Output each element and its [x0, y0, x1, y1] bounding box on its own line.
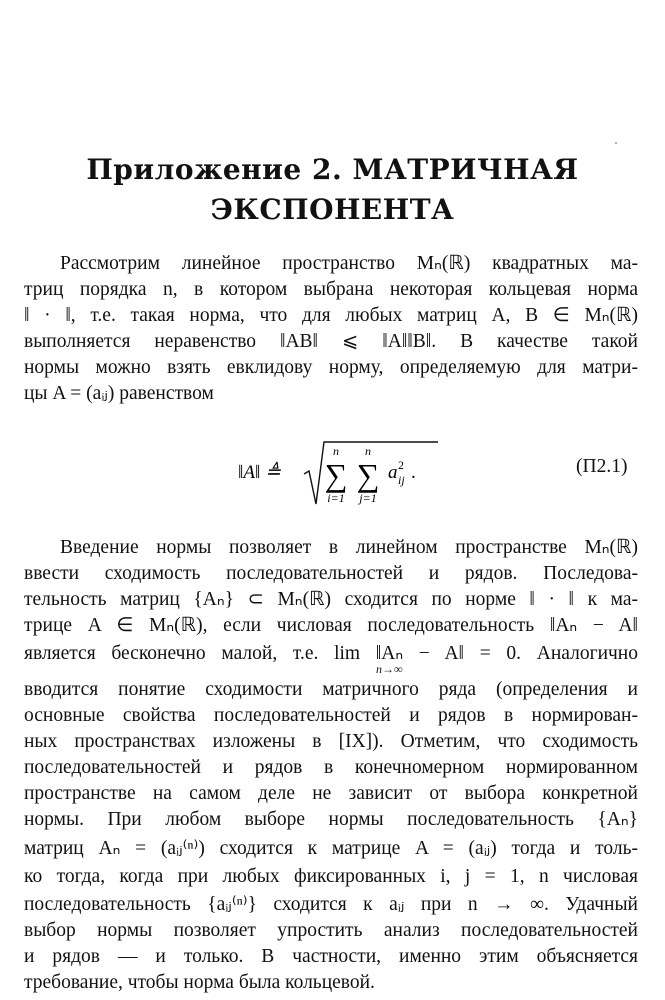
- speck-mark: [615, 142, 617, 144]
- text-line: ‖ · ‖, т.е. такая норма, что для любых матриц A, B ∈ Mₙ(ℝ): [24, 305, 638, 326]
- text-line: ко тогда, когда при любых фиксированных i, j = 1, n числовая: [24, 866, 638, 887]
- text-line: нормы. При любом выборе нормы последовательность {Aₙ}: [24, 809, 638, 830]
- text-line: ввести сходимость последовательностей и рядов. Последова-: [24, 563, 638, 584]
- text-line: цы A = (aᵢⱼ) равенством: [24, 383, 214, 404]
- formula-lhs: ‖A‖ ≜: [238, 462, 281, 483]
- text-line: выбор нормы позволяет упростить анализ последовательностей: [24, 920, 638, 941]
- norm-formula: [238, 438, 438, 512]
- text-line: триц порядка n, в котором выбрана некоторая кольцевая норма: [24, 279, 638, 300]
- text-line: тельность матриц {Aₙ} ⊂ Mₙ(ℝ) сходится по норме ‖ · ‖ к ма-: [24, 589, 638, 610]
- text-line: выполняется неравенство ‖AB‖ ⩽ ‖A‖‖B‖. В качестве такой: [24, 331, 638, 352]
- text-line: Введение нормы позволяет в линейном пространстве Mₙ(ℝ): [60, 537, 638, 558]
- sum-upper-1: n: [333, 444, 339, 458]
- title-line-1: Приложение 2. МАТРИЧНАЯ: [86, 153, 579, 186]
- equation-number: (П2.1): [576, 456, 628, 477]
- text-line: нормы можно взять евклидову норму, определяемую для матри-: [24, 357, 638, 378]
- sum-lower-1: i=1: [327, 491, 345, 505]
- title-line-2: ЭКСПОНЕНТА: [210, 193, 455, 226]
- text-line: Рассмотрим линейное пространство Mₙ(ℝ) квадратных ма-: [60, 253, 638, 274]
- text-line: трице A ∈ Mₙ(ℝ), если числовая последовательность ‖Aₙ − A‖: [24, 615, 638, 636]
- text-line: последовательностей и рядов в конечномерном нормированном: [24, 757, 638, 778]
- text-line: пространстве на самом деле не зависит от выбора конкретной: [24, 783, 638, 804]
- text-line: матриц Aₙ = (aᵢⱼ⁽ⁿ⁾) сходится к матрице A = (aᵢⱼ) тогда и толь-: [24, 838, 638, 859]
- term-sup: 2: [398, 458, 404, 472]
- term-a: a: [388, 462, 398, 483]
- text-line: и рядов — и только. В частности, именно этим объясняется: [24, 946, 638, 967]
- sum-lower-2: j=1: [359, 491, 377, 505]
- sigma-1: ∑: [324, 457, 348, 493]
- lim-subscript: n→∞: [376, 662, 403, 676]
- formula-period: .: [411, 462, 416, 483]
- sigma-2: ∑: [356, 457, 380, 493]
- text-line: требование, чтобы норма была кольцевой.: [24, 972, 375, 993]
- text-line: ных пространствах изложены в [IX]). Отметим, что сходимость: [24, 731, 638, 752]
- term-sub: ij: [398, 473, 405, 487]
- text-line: вводится понятие сходимости матричного ряда (определения и: [24, 679, 638, 700]
- text-line: последовательность {aᵢⱼ⁽ⁿ⁾} сходится к aᵢⱼ при n → ∞. Удачный: [24, 894, 638, 915]
- text-line: является бесконечно малой, т.е. lim ‖Aₙ − A‖ = 0. Аналогично: [24, 643, 638, 664]
- text-line: основные свойства последовательностей и рядов в нормирован-: [24, 705, 638, 726]
- appendix-title: [0, 150, 665, 230]
- sum-upper-2: n: [365, 444, 371, 458]
